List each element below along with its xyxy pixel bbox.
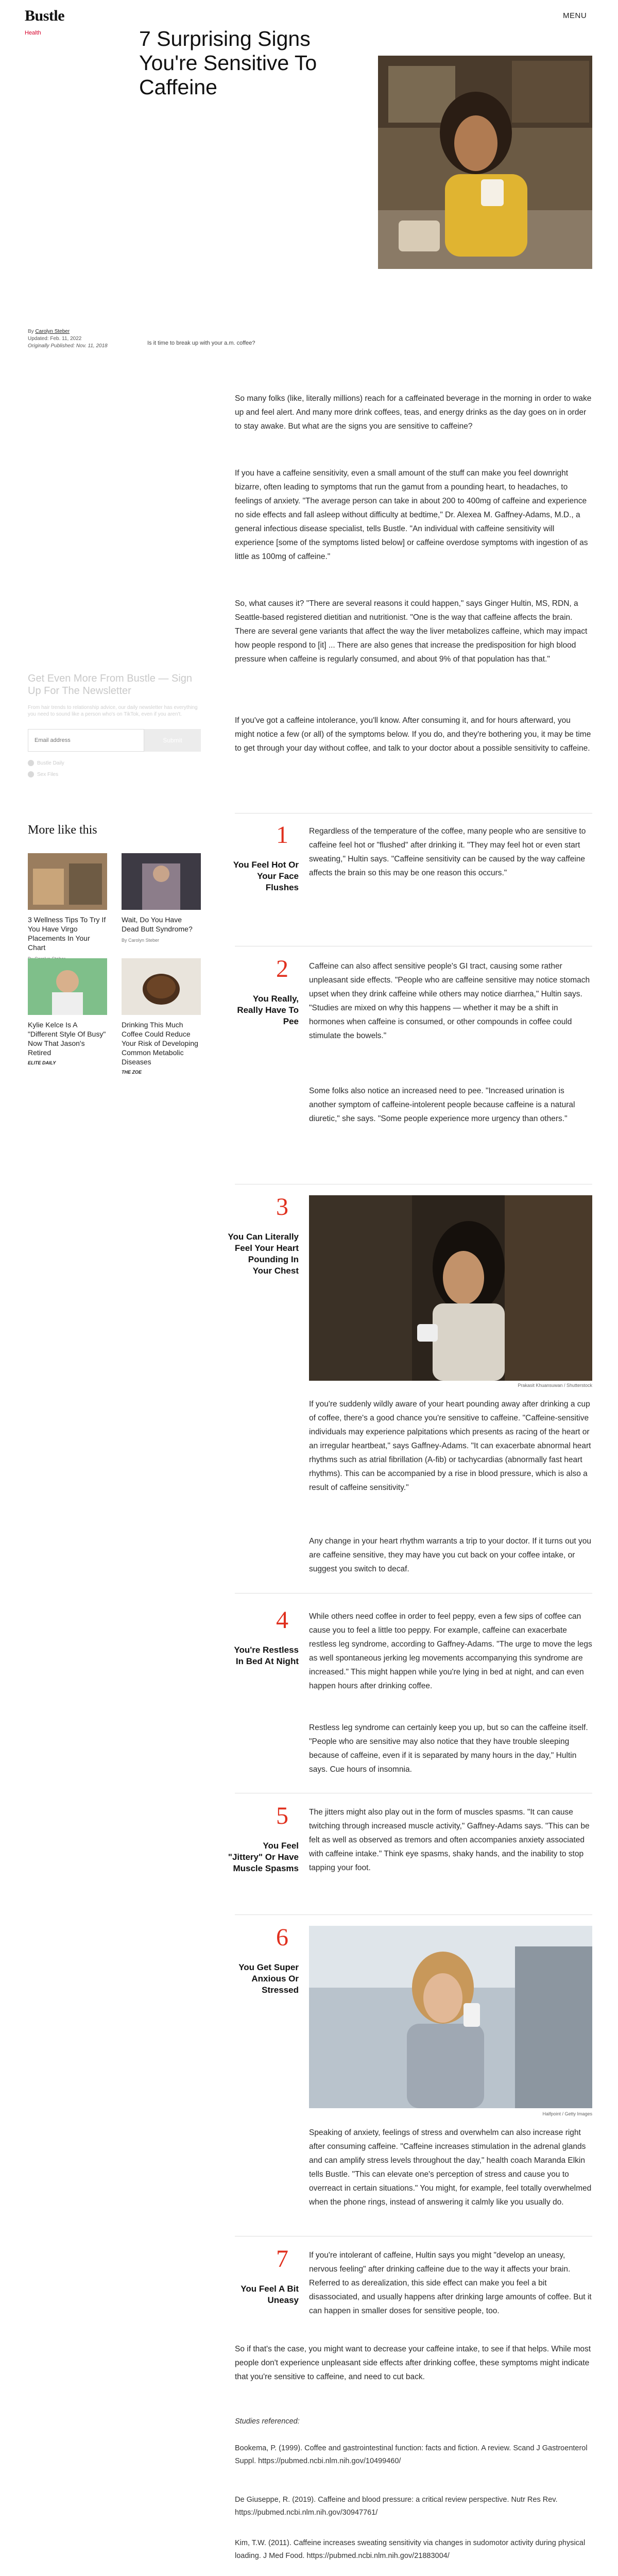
section-paragraph: If you're suddenly wildly aware of your heart pounding away after drinking a cup of coffee, there's a good chance you're sensitive to caffeine. "Caffeine-sensitive individuals may experience palpitations which presents as racing of the heart or an irregular heartbeat," says Gaffney-Adams. "It can exacerbate abnormal heart rhythms such as atrial fibrillation (A-fib) or tachycardias (abnormally fast heart rhythms). This can be accompanied by a rise in blood pressure, which is also a result of caffeine sensitivity." <box>309 1400 591 1492</box>
email-input[interactable] <box>28 729 144 752</box>
section-heading: You Really, Really Have To Pee <box>237 994 299 1026</box>
thumbnail-image <box>122 853 201 910</box>
section-number: 5 <box>276 1802 288 1829</box>
section-heading: You're Restless In Bed At Night <box>234 1645 299 1666</box>
bustle-logo[interactable]: Bustle <box>25 7 65 24</box>
article-title: 7 Surprising Signs You're Sensitive To Caffeine <box>139 27 317 99</box>
outro-paragraph: So if that's the case, you might want to decrease your caffeine intake, to see if that helps. While most people don't experience unpleasant side effects after drinking coffee, these symptoms might indicate that you're sensitive to caffeine, and need to cut back. <box>235 2345 591 2381</box>
section-paragraph: The jitters might also play out in the form of muscles spasms. "It can cause twitching through increased muscle activity," Gaffney-Adams says. "This can be felt as well as observed as tremors and often accompanies anxiety associated with caffeine intake." Think eye spasms, shaky hands, and the inability to stop tapping your foot. <box>309 1808 590 1872</box>
newsletter-form <box>28 729 201 752</box>
section-divider <box>235 1914 592 1915</box>
more-like-this-card[interactable] <box>28 853 107 961</box>
section-link-health[interactable]: Health <box>25 30 41 36</box>
newsletter-signup <box>28 672 201 777</box>
study-reference: De Giuseppe, R. (2019). Caffeine and blood pressure: a critical review perspective. Nutr Res Rev. https://pubmed.ncbi.nlm.nih.gov/30947761/ <box>235 2496 558 2517</box>
thumbnail-image <box>28 958 107 1015</box>
intro-paragraph-1: So many folks (like, literally millions) reach for a caffeinated beverage in the morning in order to wake up and feel alert. And many more drink coffees, teas, and energy drinks as the day goes on in order to stay awake. But what are the signs you are sensitive to caffeine? <box>235 394 592 431</box>
studies-heading <box>235 2415 592 2428</box>
intro-paragraph-2: If you have a caffeine sensitivity, even a small amount of the stuff can make you feel downright bizarre, often leading to symptoms that run the gamut from a pounding heart, to headaches, to feelings of anxiety. "The average person can take in about 200 to 400mg of caffeine and experience no side effects and fall asleep without difficulty at bedtime," Dr. Alexea M. Gaffney-Adams, M.D., a general infectious disease specialist, tells Bustle. "An individual with caffeine sensitivity will experience [some of the symptoms listed below] or caffeine overdose symptoms with ingestion of as little as 100mg of caffeine." <box>235 469 588 561</box>
card-thumbnail <box>122 958 201 1015</box>
section-paragraph: While others need coffee in order to feel peppy, even a few sips of coffee can cause you to feel a little too peppy. For example, caffeine can exacerbate restless leg syndrome, according to Gaffney-Adams. "The urge to move the legs as well spontaneous jerking leg movements accompanying this syndrome are increased." This might happen while you're lying in bed at night, and can even happen hours after drinking coffee. <box>309 1612 592 1690</box>
checkbox-icon <box>28 771 34 777</box>
section-paragraph: Regardless of the temperature of the coffee, many people who are sensitive to caffeine feel hot or "flushed" after drinking it. "They may feel hot or even start sweating," Hultin says. "Caffeine sensitivity can be caused by the way caffeine affects the brain so this may be one reason this occurs." <box>309 827 586 877</box>
section-paragraph: Caffeine can also affect sensitive people's GI tract, causing some rather unpleasant side effects. "People who are caffeine sensitive may notice stomach upset when they drink caffeine while others may notice diarrhea," Hultin says. "Studies are mixed on why this happens — whether it may be a shift in hormones when caffeine is consumed, or other compounds in coffee could stimulate the bowels." <box>309 962 590 1040</box>
section-number: 7 <box>276 2245 288 2273</box>
section-number: 4 <box>276 1606 288 1634</box>
more-like-this-card[interactable] <box>122 958 201 1075</box>
checkbox-icon <box>28 760 34 766</box>
card-brand: THE ZOE <box>122 1070 142 1075</box>
newsletter-title: Get Even More From Bustle — Sign Up For The Newsletter <box>28 673 193 697</box>
image-credit: Halfpoint / Getty Images <box>542 2111 592 2116</box>
studies-heading-text: Studies referenced: <box>235 2417 300 2426</box>
image-credit: Prakasit Khuansuwan / Shutterstock <box>518 1383 592 1388</box>
study-reference: Kim, T.W. (2011). Caffeine increases sweating sensitivity via changes in sudomotor activity during physical loading. J Med Food. https://pubmed.ncbi.nlm.nih.gov/21883004/ <box>235 2539 586 2560</box>
section-image <box>309 1926 592 2108</box>
section-number: 6 <box>276 1924 288 1951</box>
section-number: 2 <box>276 955 288 982</box>
published-date: Originally Published: Nov. 11, 2018 <box>28 343 108 349</box>
byline-prefix: By <box>28 329 34 334</box>
card-thumbnail <box>28 853 107 910</box>
card-title[interactable]: 3 Wellness Tips To Try If You Have Virgo Placements In Your Chart <box>28 916 106 952</box>
section-paragraph: Any change in your heart rhythm warrants a trip to your doctor. If it turns out you are caffeine sensitive, they may have you cut back on your coffee intake, or suggest you switch to decaf. <box>309 1537 591 1573</box>
newsletter-option-1[interactable] <box>28 760 201 766</box>
card-byline: By Carolyn Steber <box>122 938 160 943</box>
article-subhead: Is it time to break up with your a.m. coffee? <box>147 340 255 346</box>
more-like-this-card[interactable] <box>28 958 107 1065</box>
card-thumbnail <box>122 853 201 910</box>
hero-image <box>378 56 592 269</box>
byline <box>28 328 108 350</box>
thumbnail-image <box>122 958 201 1015</box>
card-title[interactable]: Drinking This Much Coffee Could Reduce Your Risk of Developing Common Metabolic Diseases <box>122 1021 198 1066</box>
thumbnail-image <box>28 853 107 910</box>
section-paragraph: Speaking of anxiety, feelings of stress and overwhelm can also increase right after consuming caffeine. "Caffeine increases stimulation in the adrenal glands and can amplify stress levels throughout the day," health coach Maranda Elkin tells Bustle. "This can elevate one's perception of stress and cause you to overreact in certain situations." You might, for example, feel totally overwhelmed when the phone rings, instead of answering it calmly like you usually do. <box>309 2128 592 2207</box>
section-number: 3 <box>276 1193 288 1221</box>
card-title[interactable]: Kylie Kelce Is A "Different Style Of Busy" Now That Jason's Retired <box>28 1021 106 1057</box>
section-divider <box>235 1593 592 1594</box>
author-link[interactable]: Carolyn Steber <box>35 329 70 334</box>
section-heading: You Get Super Anxious Or Stressed <box>238 1962 299 1995</box>
newsletter-option-label: Sex Files <box>37 771 59 777</box>
newsletter-option-label: Bustle Daily <box>37 760 64 766</box>
intro-paragraph-3: So, what causes it? "There are several reasons it could happen," says Ginger Hultin, MS, RDN, a Seattle-based registered dietitian and nutritionist. "One is the way that caffeine affects the brain. There are several gene variants that affect the way the liver metabolizes caffeine, which may impact how people respond to [it] ... There are also genes that increase the predisposition for high blood pressure when caffeine is regularly consumed, and about 9% of that population has that." <box>235 599 588 664</box>
intro-paragraph-4: If you've got a caffeine intolerance, you'll know. After consuming it, and for hours afterward, you might notice a few (or all) of the symptoms below. If you do, and they're bothering you, it may be time to get through your day without coffee, and talk to your doctor about a possible sensitivity to caffeine. <box>235 716 591 753</box>
submit-button[interactable]: Submit <box>144 729 201 752</box>
card-brand: ELITE DAILY <box>28 1060 56 1065</box>
section-paragraph: Some folks also notice an increased need to pee. "Increased urination is another symptom of caffeine-intolerent people because caffeine is a natural diuretic," she says. "Some people experience more urgency than others." <box>309 1087 575 1123</box>
more-like-this-heading: More like this <box>28 823 97 837</box>
section-heading: You Feel "Jittery" Or Have Muscle Spasms <box>228 1841 299 1873</box>
more-like-this-card[interactable] <box>122 853 201 943</box>
section-image <box>309 1195 592 1381</box>
newsletter-description: From hair trends to relationship advice, our daily newsletter has everything you need to sound like a person who's on TikTok, even if you aren't. <box>28 705 198 717</box>
hero-photo-woman-coffee <box>378 56 592 269</box>
photo-woman-drinking-coffee <box>309 1195 592 1381</box>
card-thumbnail <box>28 958 107 1015</box>
newsletter-option-2[interactable] <box>28 771 201 777</box>
section-heading: You Feel A Bit Uneasy <box>241 2284 299 2305</box>
section-heading: You Can Literally Feel Your Heart Pounding In Your Chest <box>228 1232 299 1276</box>
menu-button[interactable]: MENU <box>563 11 587 20</box>
section-divider <box>235 813 592 814</box>
card-title[interactable]: Wait, Do You Have Dead Butt Syndrome? <box>122 916 193 933</box>
photo-woman-with-coffee-cup <box>309 1926 592 2108</box>
section-number: 1 <box>276 821 288 849</box>
section-paragraph: Restless leg syndrome can certainly keep you up, but so can the caffeine itself. "People who are sensitive may also notice that they have trouble sleeping because of caffeine, even if it is separated by many hours in the day," Hultin says. Cue hours of insomnia. <box>309 1723 588 1774</box>
section-paragraph: If you're intolerant of caffeine, Hultin says you might "develop an uneasy, nervous feeling" after drinking caffeine due to the way it affects your brain. Referred to as derealization, this side effect can make you feel a bit disassociated, and usually happens after drinking large amounts of coffee. But it can happen in smaller doses for sensitive people, too. <box>309 2251 592 2315</box>
updated-date: Updated: Feb. 11, 2022 <box>28 336 82 342</box>
section-heading: You Feel Hot Or Your Face Flushes <box>233 860 299 892</box>
study-reference: Bookema, P. (1999). Coffee and gastrointestinal function: facts and fiction. A review. Scand J Gastroenterol Suppl. https://pubmed.ncbi.nlm.nih.gov/10499460/ <box>235 2444 588 2465</box>
